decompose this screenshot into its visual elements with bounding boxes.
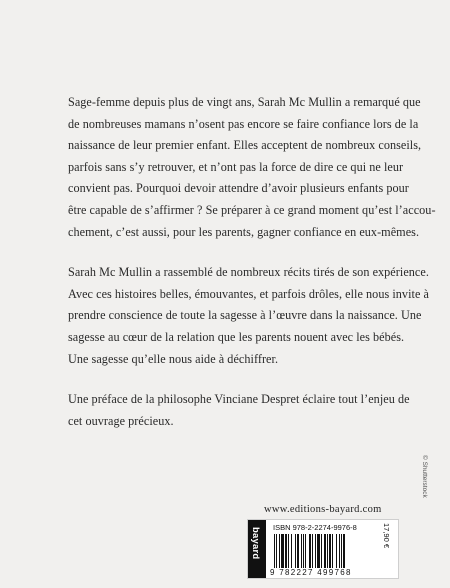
barcode-panel [247,519,399,579]
barcode-bar [345,534,346,568]
publisher-logo [248,520,266,578]
paragraph-3 [68,389,413,432]
blurb-text [68,92,436,451]
text-line: convient pas. Pourquoi devoir attendre d’avoir plusieurs enfants pour [68,181,409,196]
text-line: prendre conscience de toute la sagesse à l’œuvre dans la naissance. Une [68,308,422,323]
text-line: chement, c’est aussi, pour les parents, gagner confiance en eux-mêmes. [68,224,420,239]
isbn-label: ISBN 978-2-2274-9976-8 [273,523,357,532]
text-line: être capable de s’affirmer ? Se préparer à ce grand moment qu’est l’accou- [68,202,436,217]
paragraph-2 [68,262,429,370]
photo-credit: © Shutterstock [421,455,428,498]
price-label: 17,90 € [382,523,391,549]
publisher-logo-text: bayard [250,527,261,560]
text-line: Une préface de la philosophe Vinciane Despret éclaire tout l’enjeu de [68,392,410,407]
publisher-website[interactable]: www.editions-bayard.com [264,504,382,515]
barcode-image [274,534,378,568]
paragraph-1 [68,92,436,243]
text-line: Sarah Mc Mullin a rassemblé de nombreux récits tirés de son expérience. [68,265,429,280]
text-line: naissance de leur premier enfant. Elles acceptent de nombreux conseils, [68,138,422,153]
text-line: Avec ces histoires belles, émouvantes, et parfois drôles, elle nous invite à [68,286,429,301]
text-line: de nombreuses mamans n’osent pas encore se faire confiance lors de la [68,116,419,131]
text-line: cet ouvrage précieux. [68,413,174,428]
text-line: Une sagesse qu’elle nous aide à déchiffrer. [68,351,279,366]
text-line: Sage-femme depuis plus de vingt ans, Sarah Mc Mullin a remarqué que [68,95,421,109]
text-line: sagesse au cœur de la relation que les parents nouent avec les bébés. [68,329,405,344]
text-line: parfois sans s’y retrouver, et n’ont pas la force de dire ce qui ne leur [68,159,404,174]
barcode-digits: 9 782227 499768 [270,568,352,577]
